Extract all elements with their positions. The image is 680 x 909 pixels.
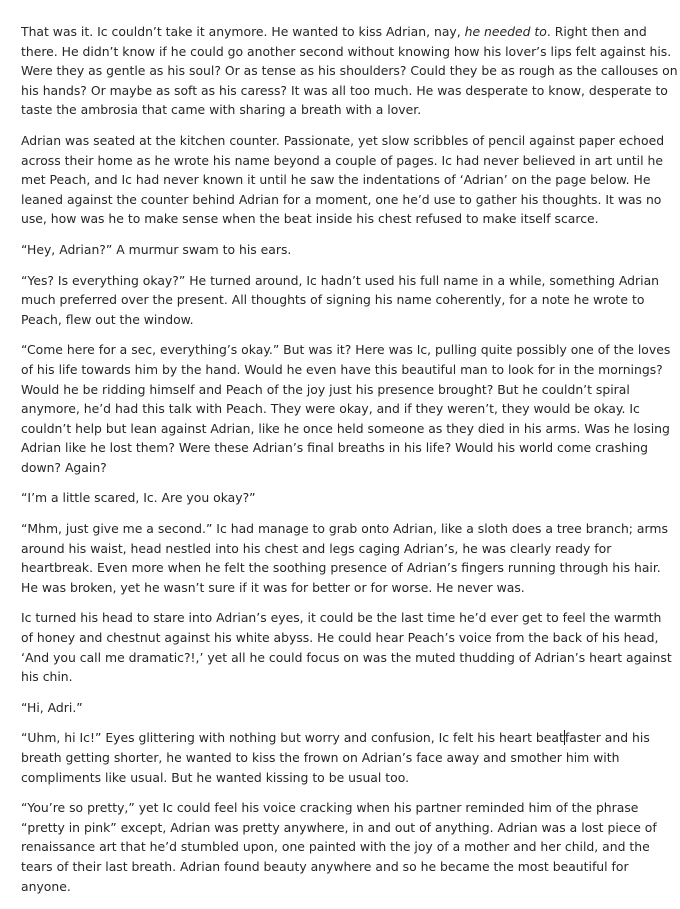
text-line: anymore, he’d had this talk with Peach. They were okay, and if they weren’t, they would be okay. Ic [21,401,640,417]
text-line: He was broken, yet he wasn’t sure if it was for better or for worse. He never was. [21,579,525,595]
text-line: heartbreak. Even more when he felt the soothing presence of Adrian’s fingers running through his hair. [21,560,661,576]
paragraph [21,519,668,597]
paragraph [21,698,661,718]
text-line: Would he be ridding himself and Peach of the joy just his presence brought? But he couldn’t spiral [21,381,630,397]
text-line: breath getting shorter, he wanted to kiss the frown on Adrian’s face away and smother him with [21,750,620,765]
text-line: of his life towards him by the hand. Would he even have this beautiful man to look for in the mornings? [21,361,663,377]
text-line: “Mhm, just give me a second.” Ic had manage to grab onto Adrian, like a sloth does a tree branch; arms [21,521,668,537]
paragraph [21,271,661,330]
text-line: his chin. [21,669,73,685]
text-line: his hands? Or maybe as soft as his caress? It was all too much. He was desperate to know, desperate to [21,82,668,98]
text-line [21,22,661,42]
text-line: tears of their last breath. Adrian found beauty anywhere and so he became the most beautiful for [21,858,629,874]
text-line: “I’m a little scared, Ic. Are you okay?” [21,490,256,506]
text-line: much preferred over the present. All thoughts of signing his name coherently, for a note he wrote to [21,292,645,308]
text-run: . Right then and [546,24,647,39]
text-line: “You’re so pretty,” yet Ic could feel his voice cracking when his partner reminded him of the phrase [21,800,639,816]
text-line: taste the ambrosia that came with sharing a breath with a lover. [21,102,422,118]
text-line: “Yes? Is everything okay?” He turned around, Ic hadn’t used his full name in a while, something Adrian [21,272,660,288]
text-line: use, how was he to make sense when the beat inside his chest refused to make itself scarce. [21,211,599,227]
text-line: Ic turned his head to stare into Adrian’s eyes, it could be the last time he’d ever get to feel the warmth [21,610,662,626]
document-page[interactable] [21,22,678,907]
text-line: Adrian was seated at the kitchen counter. Passionate, yet slow scribbles of pencil against paper echoed [21,132,665,148]
text-line: renaissance art that he’d stumbled upon, one painted with the joy of a mother and her child, and the [21,839,650,855]
text-line: “Hey, Adrian?” A murmur swam to his ears. [21,241,292,257]
text-line: Were they as gentle as his soul? Or as tense as his shoulders? Could they be as rough as the callouses on [21,63,678,79]
text-run: “Uhm, hi Ic!” Eyes glittering with nothing but worry and confusion, Ic felt his heart beat [21,730,564,746]
text-line: ‘And you call me dramatic?!,’ yet all he could focus on was the muted thudding of Adrian’s heart against [21,649,672,665]
paragraph [21,240,661,260]
text-line: couldn’t help but lean against Adrian, like he once held someone as they died in his arms. Was he losing [21,420,670,436]
text-line: “pretty in pink” except, Adrian was pretty anywhere, in and out of anything. Adrian was a lost piece of [21,819,657,835]
italic-text-run: he needed to [464,24,547,39]
paragraph [21,608,672,686]
text-run: That was it. Ic couldn’t take it anymore. He wanted to kiss Adrian, nay, [21,24,465,39]
text-line: Adrian like he lost them? Were these Adrian’s final breaths in his life? Would his world come crashing [21,440,649,456]
text-line [21,728,661,748]
paragraph [21,488,661,508]
text-line: compliments like usual. But he wanted kissing to be usual too. [21,769,410,785]
text-run: faster and his [564,730,650,746]
text-line: leaned against the counter behind Adrian for a moment, one he’d use to gather his thoughts. It was no [21,191,662,207]
paragraph [21,22,678,120]
text-line: around his waist, head nestled into his chest and legs caging Adrian’s, he was clearly ready for [21,540,612,556]
text-line: “Hi, Adri.” [21,699,83,715]
paragraph [21,798,661,896]
text-line: there. He didn’t know if he could go another second without knowing how his lover’s lips felt against his. [21,43,672,59]
paragraph [21,728,661,787]
text-line: down? Again? [21,459,107,475]
paragraph [21,131,665,229]
text-line: anyone. [21,878,71,894]
text-line: “Come here for a sec, everything’s okay.” But was it? Here was Ic, pulling quite possibly one of the loves [21,342,671,358]
text-line: of honey and chestnut against his white abyss. He could hear Peach’s voice from the back of his head, [21,630,659,646]
paragraph [21,340,671,477]
text-line: across their home as he wrote his name beyond a couple of pages. Ic had never believed in art until he [21,152,663,168]
text-line: met Peach, and Ic had never known it until he saw the indentations of ‘Adrian’ on the page below. He [21,172,651,188]
text-line: Peach, flew out the window. [21,311,194,327]
